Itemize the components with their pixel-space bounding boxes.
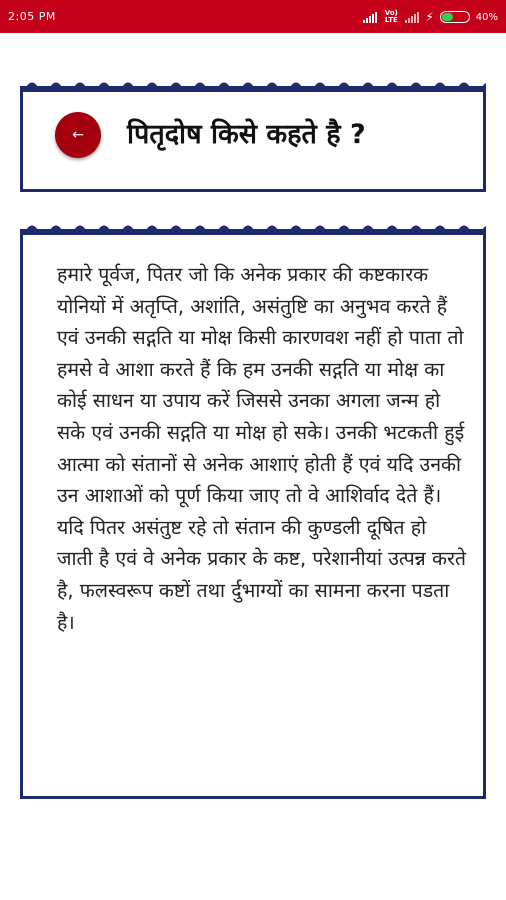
volte-icon: Vo) LTE <box>384 9 398 24</box>
signal-icon-secondary <box>405 11 419 23</box>
back-arrow-icon: ← <box>72 127 84 143</box>
decorative-border-top <box>20 78 486 92</box>
status-icons <box>363 8 498 26</box>
battery-percent: 40% <box>475 11 498 23</box>
battery-icon <box>440 11 470 23</box>
charging-icon: ⚡ <box>425 10 434 24</box>
article-card <box>20 233 486 799</box>
title-card <box>20 90 486 192</box>
page-title: पितृदोष किसे कहते है ? <box>127 119 366 150</box>
back-button[interactable] <box>55 112 101 158</box>
signal-icon <box>363 11 377 23</box>
status-time: 2:05 PM <box>8 10 56 23</box>
decorative-border-top <box>20 221 486 235</box>
article-text: हमारे पूर्वज, पितर जो कि अनेक प्रकार की कष्टकारक योनियों में अतृप्ति, अशांति, असंतुष्टि का अनुभव करते हैं एवं उनकी सद्गति या मोक्ष किसी कारणवश नहीं हो पाता तो हमसे वे आशा करते हैं कि हम उनकी सद्गति या मोक्ष का कोई साधन या उपाय करें जिससे उनका अगला जन्म हो सके एवं उनकी सद्गति या मोक्ष हो सके। उनकी भटकती हुई आत्मा को संतानों से अनेक आशाएं होती हैं एवं यदि उनकी उन आशाओं को पूर्ण किया जाए तो वे आशिर्वाद देते हैं। यदि पितर असंतुष्ट रहे तो संतान की कुण्डली दूषित हो जाती है एवं वे अनेक प्रकार के कष्ट, परेशानीयां उत्पन्न करते है, फलस्वरूप कष्टों तथा र्दुभाग्यों का सामना करना पडता है। <box>57 263 467 634</box>
status-bar <box>0 0 506 33</box>
